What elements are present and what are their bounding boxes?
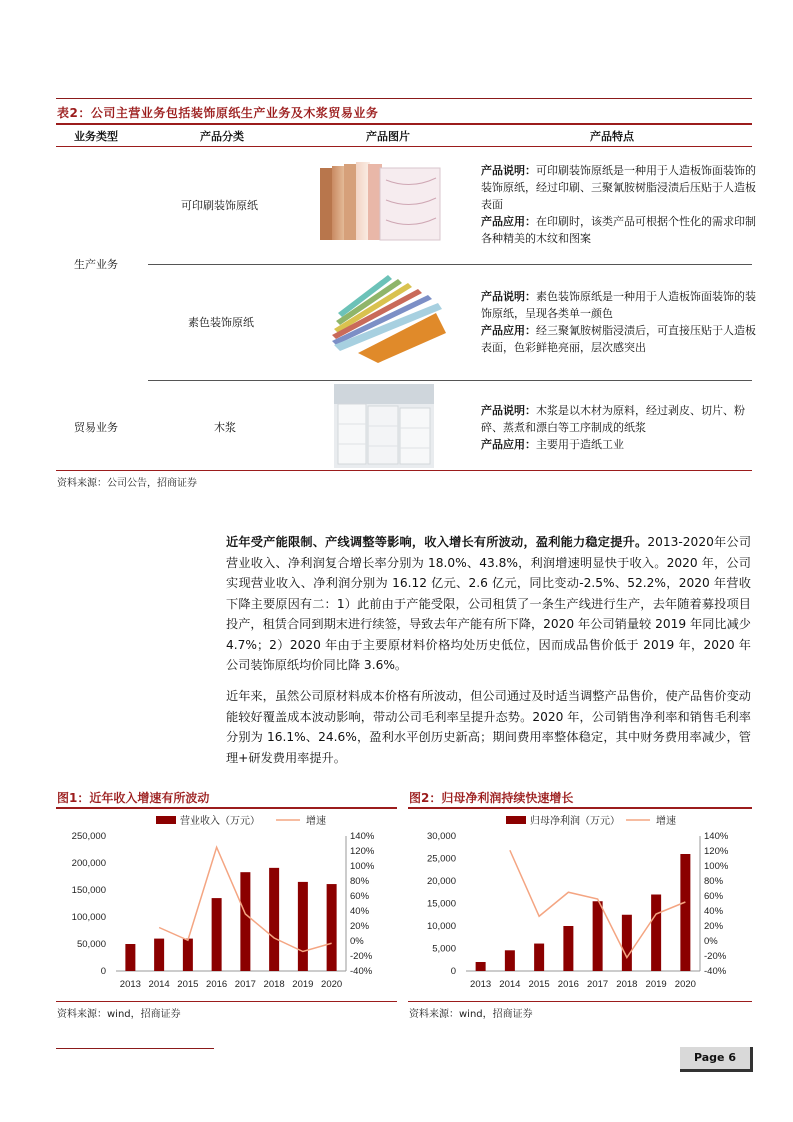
bar xyxy=(125,944,135,971)
header-rule xyxy=(56,146,752,147)
printable-paper-image xyxy=(316,160,444,242)
bar xyxy=(183,939,193,971)
row3-category: 木浆 xyxy=(214,421,236,434)
table-source: 资料来源：公司公告，招商证券 xyxy=(57,478,197,489)
table-title-rule xyxy=(56,123,752,125)
legend-bar-label: 营业收入（万元） xyxy=(180,816,260,827)
bar xyxy=(327,884,337,971)
row3-desc-label2: 产品应用： xyxy=(481,438,536,451)
page-number: Page 6 xyxy=(680,1047,753,1072)
y-right-tick-label: 20% xyxy=(350,921,370,932)
y-right-tick-label: 60% xyxy=(350,891,370,902)
y-right-tick-label: -40% xyxy=(350,966,373,977)
y-right-tick-label: -20% xyxy=(704,951,727,962)
bar xyxy=(269,868,279,971)
row2-desc-label2: 产品应用： xyxy=(481,324,536,337)
row1-desc-label1: 产品说明： xyxy=(481,164,536,177)
y-right-tick-label: 140% xyxy=(704,831,729,842)
footer-rule xyxy=(56,1048,214,1049)
bar xyxy=(651,895,661,972)
y-left-tick-label: 10,000 xyxy=(426,921,456,932)
bar xyxy=(563,926,573,971)
bar xyxy=(593,901,603,971)
y-right-tick-label: 100% xyxy=(350,861,375,872)
row3-desc-text1: 木浆是以木材为原料，经过剥皮、切片、粉碎、蒸煮和漂白等工序制成的纸浆 xyxy=(481,404,745,434)
row2-category: 素色装饰原纸 xyxy=(188,316,254,329)
y-right-tick-label: 40% xyxy=(350,906,370,917)
bar xyxy=(240,872,250,971)
bar xyxy=(622,915,632,971)
x-tick-label: 2014 xyxy=(499,979,521,990)
figure2-source: 资料来源：wind，招商证券 xyxy=(409,1009,533,1020)
x-tick-label: 2013 xyxy=(119,979,141,990)
table-title: 表2：公司主营业务包括装饰原纸生产业务及木浆贸易业务 xyxy=(57,106,379,120)
bar xyxy=(505,950,515,971)
x-tick-label: 2014 xyxy=(148,979,170,990)
legend-line-label: 增速 xyxy=(306,816,326,827)
y-left-tick-label: 5,000 xyxy=(432,943,456,955)
paragraph-2 xyxy=(226,686,751,768)
figure2-bottom-rule xyxy=(408,1001,752,1002)
y-left-tick-label: 20,000 xyxy=(426,876,456,887)
y-left-tick-label: 15,000 xyxy=(426,898,456,910)
row-divider xyxy=(148,264,752,265)
y-right-tick-label: 0% xyxy=(704,936,718,947)
y-right-tick-label: 60% xyxy=(704,891,724,902)
y-right-tick-label: 100% xyxy=(704,861,729,872)
legend-bar-swatch xyxy=(506,816,526,824)
figure2-chart xyxy=(408,810,752,1000)
bar xyxy=(534,944,544,971)
bar xyxy=(212,898,222,971)
y-left-tick-label: 50,000 xyxy=(76,939,106,950)
header-product-image: 产品图片 xyxy=(366,130,410,143)
row1-desc-text1: 可印刷装饰原纸是一种用于人造板饰面装饰的装饰原纸，经过印刷、三聚氰胺树脂浸渍后压贴于人造板表面 xyxy=(481,164,756,211)
row2-desc-label1: 产品说明： xyxy=(481,290,536,303)
y-right-tick-label: 80% xyxy=(704,876,724,887)
y-left-tick-label: 0 xyxy=(450,966,456,977)
x-tick-label: 2016 xyxy=(206,979,228,990)
figure1-bottom-rule xyxy=(56,1001,397,1002)
paragraph-1-lead: 近年受产能限制、产线调整等影响，收入增长有所波动，盈利能力稳定提升。 xyxy=(226,535,648,549)
paragraph-1 xyxy=(226,532,751,676)
group-trade: 贸易业务 xyxy=(74,421,118,434)
x-tick-label: 2016 xyxy=(557,979,579,990)
legend-bar-swatch xyxy=(156,816,176,824)
y-right-tick-label: 140% xyxy=(350,831,375,842)
y-right-tick-label: -40% xyxy=(704,966,727,977)
row1-desc-label2: 产品应用： xyxy=(481,215,536,228)
x-tick-label: 2018 xyxy=(263,979,285,990)
top-rule xyxy=(56,98,752,99)
row2-desc-text1: 素色装饰原纸是一种用于人造板饰面装饰的装饰原纸，呈现各类单一颜色 xyxy=(481,290,756,320)
x-tick-label: 2020 xyxy=(674,979,696,990)
header-product-category: 产品分类 xyxy=(200,130,244,143)
y-left-tick-label: 250,000 xyxy=(71,831,106,842)
figure2-rule xyxy=(408,807,752,809)
legend-bar-label: 归母净利润（万元） xyxy=(530,816,620,827)
legend-line-label: 增速 xyxy=(656,816,676,827)
figure2-title: 图2：归母净利润持续快速增长 xyxy=(409,791,574,805)
x-tick-label: 2020 xyxy=(321,979,343,990)
x-tick-label: 2017 xyxy=(587,979,609,990)
row1-desc-text2: 在印刷时，该类产品可根据个性化的需求印制各种精美的木纹和图案 xyxy=(481,215,756,245)
row3-description xyxy=(481,402,756,453)
x-tick-label: 2015 xyxy=(177,979,199,990)
x-tick-label: 2013 xyxy=(470,979,492,990)
figure1-rule xyxy=(56,807,397,809)
row1-description xyxy=(481,162,756,247)
header-business-type: 业务类型 xyxy=(74,130,118,143)
group-production: 生产业务 xyxy=(74,258,118,271)
row3-desc-text2: 主要用于造纸工业 xyxy=(536,438,624,451)
y-right-tick-label: 20% xyxy=(704,921,724,932)
row2-desc-text2: 经三聚氰胺树脂浸渍后，可直接压贴于人造板表面，色彩鲜艳亮丽，层次感突出 xyxy=(481,324,756,354)
row-divider xyxy=(148,380,752,381)
y-right-tick-label: 80% xyxy=(350,876,370,887)
x-tick-label: 2015 xyxy=(528,979,550,990)
bar xyxy=(298,882,308,971)
y-left-tick-label: 30,000 xyxy=(426,831,456,842)
y-left-tick-label: 100,000 xyxy=(71,912,106,923)
bar xyxy=(476,962,486,971)
y-left-tick-label: 200,000 xyxy=(71,858,106,869)
paragraph-1-text: 2013-2020年公司营业收入、净利润复合增长率分别为 18.0%、43.8%，利润增速明显快于收入。2020 年，公司实现营业收入、净利润分别为 16.12 亿元、2.6 亿元，同比变动-2.5%、52.2%，2020 年营收下降主要原因有二：1）此前由于产能受限，公司租赁了一条生产线进行生产，去年随着募投项目投产，租赁合同到期末进行续签，导致去年产能有所下降，2020 年公司销量较 2019 年同比减少 4.7%；2）2020 年由于主要原材料价格均处历史低位，因而成品售价低于 2019 年，2020 年公司装饰原纸均价同比降 3.6%。 xyxy=(226,535,752,672)
row2-description xyxy=(481,288,756,356)
row3-desc-label1: 产品说明： xyxy=(481,404,536,417)
y-right-tick-label: -20% xyxy=(350,951,373,962)
y-left-tick-label: 150,000 xyxy=(71,885,106,896)
y-left-tick-label: 25,000 xyxy=(426,853,456,865)
x-tick-label: 2017 xyxy=(234,979,256,990)
paragraph-2-text: 近年来，虽然公司原材料成本价格有所波动，但公司通过及时适当调整产品售价，使产品售价变动能较好覆盖成本波动影响，带动公司毛利率呈提升态势。2020 年，公司销售净利率和销售毛利率分别为 16.1%、24.6%，盈利水平创历史新高；期间费用率整体稳定，其中财务费用率减少，管理+研发费用率提升。 xyxy=(226,689,751,765)
y-right-tick-label: 40% xyxy=(704,906,724,917)
x-tick-label: 2019 xyxy=(292,979,314,990)
y-left-tick-label: 0 xyxy=(100,966,106,977)
x-tick-label: 2018 xyxy=(616,979,638,990)
figure1-chart xyxy=(56,810,398,1000)
y-right-tick-label: 120% xyxy=(350,846,375,857)
table-bottom-rule xyxy=(56,470,752,471)
bar xyxy=(680,854,690,971)
x-tick-label: 2019 xyxy=(645,979,667,990)
figure1-title: 图1：近年收入增速有所波动 xyxy=(57,791,210,805)
solid-color-paper-image xyxy=(328,273,448,365)
header-product-features: 产品特点 xyxy=(590,130,634,143)
figure1-source: 资料来源：wind，招商证券 xyxy=(57,1009,181,1020)
y-right-tick-label: 0% xyxy=(350,936,364,947)
row1-category: 可印刷装饰原纸 xyxy=(181,199,258,212)
bar xyxy=(154,939,164,971)
wood-pulp-image xyxy=(334,384,434,468)
y-right-tick-label: 120% xyxy=(704,846,729,857)
